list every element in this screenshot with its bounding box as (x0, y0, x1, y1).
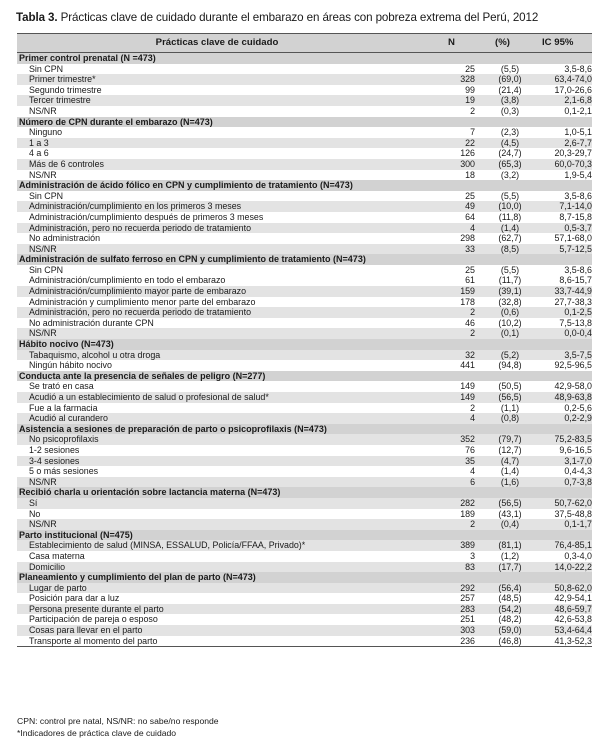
row-percent: (32,8) (498, 296, 522, 307)
row-n: 18 (465, 169, 475, 180)
row-label: Transporte al momento del parto (29, 635, 158, 646)
row-n: 236 (460, 635, 475, 646)
table-row (17, 360, 592, 371)
row-n: 126 (460, 148, 475, 159)
row-percent: (1,1) (500, 402, 520, 413)
row-percent: (56,4) (498, 582, 522, 593)
row-n: 257 (460, 593, 475, 604)
row-ci: 0,2-5,6 (564, 402, 592, 413)
row-ci: 3,5-8,6 (564, 63, 592, 74)
row-n: 292 (460, 582, 475, 593)
row-n: 49 (465, 201, 475, 212)
row-percent: (54,2) (498, 603, 522, 614)
row-percent: (50,5) (498, 381, 522, 392)
row-percent: (0,6) (500, 307, 520, 318)
row-n: 61 (465, 275, 475, 286)
row-percent: (56,5) (498, 392, 522, 402)
row-n: 99 (465, 84, 475, 95)
row-ci: 5,7-12,5 (559, 243, 592, 254)
table-row (17, 519, 592, 530)
table-row (17, 540, 592, 551)
row-ci: 48,6-59,7 (554, 603, 592, 614)
row-percent: (2,3) (500, 127, 520, 138)
row-ci: 41,3-52,3 (554, 635, 592, 646)
row-ci: 0,1-1,7 (564, 519, 592, 530)
row-n: 149 (460, 381, 475, 392)
table-bottom-rule (17, 646, 592, 647)
row-percent: (5,5) (500, 190, 520, 201)
table-row (17, 328, 592, 339)
row-ci: 60,0-70,3 (554, 158, 592, 169)
row-n: 2 (470, 402, 475, 413)
row-n: 7 (470, 127, 475, 138)
table-title-text: Prácticas clave de cuidado durante el embarazo en áreas con pobreza extrema del Perú, 2012 (57, 11, 539, 24)
table-row (17, 286, 592, 297)
row-n: 32 (465, 349, 475, 360)
row-label: Primer trimestre* (29, 74, 96, 85)
section-label: Parto institucional (N=475) (19, 529, 133, 540)
row-label: Tabaquismo, alcohol u otra droga (29, 349, 161, 360)
row-percent: (3,2) (500, 169, 520, 180)
table-header (17, 33, 592, 53)
row-label: NS/NR (29, 169, 57, 180)
row-n: 25 (465, 190, 475, 201)
row-label: Persona presente durante el parto (29, 603, 164, 614)
table-row (17, 392, 592, 403)
row-label: Tercer trimestre (29, 95, 91, 106)
row-percent: (10,0) (498, 201, 522, 212)
row-ci: 53,4-64,4 (554, 625, 592, 636)
section-row (17, 371, 592, 382)
row-label: Sin CPN (29, 264, 64, 275)
row-n: 159 (460, 286, 475, 297)
row-ci: 0,2-2,9 (564, 413, 592, 424)
row-percent: (43,1) (498, 508, 522, 519)
table-title (16, 11, 538, 24)
table-row (17, 413, 592, 424)
row-ci: 0,7-3,8 (564, 476, 592, 487)
row-percent: (10,2) (498, 317, 522, 328)
row-label: Domicilio (29, 561, 65, 572)
row-percent: (0,3) (500, 105, 520, 116)
row-label: Lugar de parto (29, 582, 87, 593)
row-ci: 8,6-15,7 (559, 275, 592, 286)
row-n: 25 (465, 264, 475, 275)
row-n: 300 (460, 158, 475, 169)
table-row (17, 477, 592, 488)
row-percent: (81,1) (498, 540, 522, 551)
table-row (17, 456, 592, 467)
row-ci: 63,4-74,0 (554, 74, 592, 85)
table-row (17, 138, 592, 149)
row-percent: (1,2) (500, 550, 520, 561)
row-label: No administración (29, 233, 101, 244)
section-row (17, 530, 592, 541)
row-label: Administración/cumplimiento mayor parte de embarazo (29, 286, 247, 297)
section-label: Número de CPN durante el embarazo (N=473) (19, 116, 213, 127)
row-percent: (69,0) (498, 74, 522, 85)
table-row (17, 212, 592, 223)
row-percent: (56,5) (498, 497, 522, 508)
row-n: 2 (470, 105, 475, 116)
row-label: 5 o más sesiones (29, 466, 99, 477)
row-label: NS/NR (29, 105, 57, 116)
table-row (17, 466, 592, 477)
row-percent: (46,8) (498, 635, 522, 646)
row-ci: 2,6-7,7 (564, 137, 592, 148)
row-label: NS/NR (29, 328, 57, 339)
section-label: Administración de ácido fólico en CPN y cumplimiento de tratamiento (N=473) (19, 180, 353, 191)
row-percent: (21,4) (498, 84, 522, 95)
row-n: 19 (465, 95, 475, 106)
row-n: 352 (460, 434, 475, 445)
row-percent: (65,3) (498, 158, 522, 169)
table-row (17, 498, 592, 509)
table-row (17, 297, 592, 308)
row-label: Administración, pero no recuerda periodo de tratamiento (29, 222, 252, 233)
header-practice: Prácticas clave de cuidado (155, 37, 279, 48)
row-label: NS/NR (29, 476, 57, 487)
row-label: NS/NR (29, 519, 57, 530)
row-percent: (0,1) (500, 328, 520, 339)
row-percent: (48,2) (498, 614, 522, 625)
row-ci: 14,0-22,2 (554, 561, 592, 572)
row-ci: 3,5-8,6 (564, 190, 592, 201)
row-label: 1-2 sesiones (29, 444, 80, 455)
table-row (17, 583, 592, 594)
row-percent: (3,8) (500, 95, 520, 106)
row-n: 303 (460, 625, 475, 636)
row-ci: 75,2-83,5 (554, 434, 592, 445)
section-row (17, 487, 592, 498)
section-row (17, 180, 592, 191)
row-n: 282 (460, 497, 475, 508)
row-ci: 42,9-58,0 (554, 381, 592, 392)
row-n: 25 (465, 63, 475, 74)
row-percent: (12,7) (498, 444, 522, 455)
table-row (17, 445, 592, 456)
row-ci: 17,0-26,6 (554, 84, 592, 95)
section-label: Recibió charla u orientación sobre lactancia materna (N=473) (19, 487, 281, 498)
table-row (17, 223, 592, 234)
table-row (17, 551, 592, 562)
table-row (17, 233, 592, 244)
section-label: Hábito nocivo (N=473) (19, 339, 114, 350)
row-ci: 1,9-5,4 (564, 169, 592, 180)
row-label: Casa materna (29, 550, 85, 561)
row-n: 2 (470, 307, 475, 318)
row-label: Sin CPN (29, 63, 64, 74)
row-label: Posición para dar a luz (29, 593, 120, 604)
row-percent: (79,7) (498, 434, 522, 445)
table-row (17, 148, 592, 159)
row-percent: (5,5) (500, 63, 520, 74)
table-row (17, 265, 592, 276)
row-n: 328 (460, 74, 475, 85)
section-label: Administración de sulfato ferroso en CPN y cumplimiento de tratamiento (N=473) (19, 254, 366, 265)
row-n: 2 (470, 519, 475, 530)
row-ci: 1,0-5,1 (564, 127, 592, 138)
table-body (17, 53, 592, 646)
table-title-label: Tabla 3. (16, 11, 58, 24)
row-ci: 57,1-68,0 (554, 233, 592, 244)
table-row (17, 201, 592, 212)
row-label: 3-4 sesiones (29, 455, 80, 466)
table-row (17, 307, 592, 318)
practices-table (17, 33, 592, 647)
table-row (17, 381, 592, 392)
row-ci: 3,1-7,0 (564, 455, 592, 466)
table-row (17, 434, 592, 445)
row-label: Sí (29, 497, 38, 508)
row-ci: 50,7-62,0 (554, 497, 592, 508)
table-row (17, 614, 592, 625)
table-row (17, 318, 592, 329)
row-ci: 0,1-2,5 (564, 307, 592, 318)
row-label: Se trató en casa (29, 381, 94, 392)
header-ci: IC 95% (542, 37, 574, 48)
row-ci: 0,5-3,7 (564, 222, 592, 233)
row-label: Ninguno (29, 127, 63, 138)
row-ci: 3,5-8,6 (564, 264, 592, 275)
table-row (17, 593, 592, 604)
row-percent: (8,5) (500, 243, 520, 254)
row-ci: 0,0-0,4 (564, 328, 592, 339)
row-n: 298 (460, 233, 475, 244)
row-n: 83 (465, 561, 475, 572)
section-row (17, 339, 592, 350)
row-percent: (11,8) (498, 211, 522, 222)
row-ci: 37,5-48,8 (554, 508, 592, 519)
row-ci: 7,5-13,8 (559, 317, 592, 328)
row-percent: (59,0) (498, 625, 522, 636)
table-row (17, 106, 592, 117)
table-row (17, 636, 592, 647)
row-label: Ningún hábito nocivo (29, 360, 112, 371)
row-n: 441 (460, 360, 475, 371)
row-n: 64 (465, 211, 475, 222)
row-label: Establecimiento de salud (MINSA, ESSALUD, Policía/FFAA, Privado)* (29, 540, 306, 551)
table-row (17, 191, 592, 202)
table-row (17, 74, 592, 85)
row-label: 1 a 3 (29, 137, 49, 148)
footnote-abbreviations: CPN: control pre natal, NS/NR: no sabe/no responde (17, 716, 219, 726)
table-row (17, 625, 592, 636)
section-row (17, 254, 592, 265)
section-row (17, 424, 592, 435)
table-row (17, 170, 592, 181)
row-label: 4 a 6 (29, 148, 49, 159)
row-label: Acudió al curandero (29, 413, 108, 424)
table-row (17, 244, 592, 255)
row-ci: 3,5-7,5 (564, 349, 592, 360)
row-label: Administración/cumplimiento después de primeros 3 meses (29, 211, 264, 222)
row-label: No administración durante CPN (29, 317, 154, 328)
table-row (17, 64, 592, 75)
footnote-indicator: *Indicadores de práctica clave de cuidado (17, 728, 177, 738)
row-n: 389 (460, 540, 475, 551)
row-n: 178 (460, 296, 475, 307)
table-row (17, 159, 592, 170)
row-ci: 0,1-2,1 (564, 105, 592, 116)
section-row (17, 572, 592, 583)
row-n: 251 (460, 614, 475, 625)
table-row (17, 562, 592, 573)
table-row (17, 127, 592, 138)
row-ci: 50,8-62,0 (554, 582, 592, 593)
row-ci: 0,4-4,3 (564, 466, 592, 477)
section-label: Asistencia a sesiones de preparación de parto o psicoprofilaxis (N=473) (19, 423, 327, 434)
row-label: No (29, 508, 41, 519)
row-ci: 92,5-96,5 (554, 360, 592, 371)
row-ci: 7,1-14,0 (559, 201, 592, 212)
row-label: Cosas para llevar en el parto (29, 625, 143, 636)
table-row (17, 85, 592, 96)
row-percent: (17,7) (498, 561, 522, 572)
row-n: 35 (465, 455, 475, 466)
row-label: Administración/cumplimiento en los primeros 3 meses (29, 201, 242, 212)
row-ci: 42,9-54,1 (554, 593, 592, 604)
row-ci: 0,3-4,0 (564, 550, 592, 561)
table-row (17, 95, 592, 106)
row-label: Administración, pero no recuerda periodo de tratamiento (29, 307, 252, 318)
row-label: Más de 6 controles (29, 158, 104, 169)
table-row (17, 403, 592, 414)
table-row (17, 275, 592, 286)
row-ci: 33,7-44,9 (554, 286, 592, 297)
row-percent: (94,8) (498, 360, 522, 371)
row-label: Sin CPN (29, 190, 64, 201)
row-percent: (62,7) (498, 233, 522, 244)
table-row (17, 604, 592, 615)
row-label: Segundo trimestre (29, 84, 102, 95)
table-row (17, 350, 592, 361)
section-label: Planeamiento y cumplimiento del plan de parto (N=473) (19, 572, 256, 583)
row-label: No psicoprofilaxis (29, 434, 99, 445)
row-percent: (1,6) (500, 476, 520, 487)
header-percent: (%) (495, 37, 510, 48)
row-percent: (4,7) (500, 455, 520, 466)
row-ci: 2,1-6,8 (564, 95, 592, 106)
row-n: 2 (470, 328, 475, 339)
row-percent: (0,4) (500, 519, 520, 530)
row-n: 6 (470, 476, 475, 487)
row-label: Administración/cumplimiento en todo el embarazo (29, 275, 226, 286)
row-percent: (48,5) (498, 593, 522, 604)
row-n: 76 (465, 444, 475, 455)
row-n: 189 (460, 508, 475, 519)
row-label: Fue a la farmacia (29, 402, 98, 413)
row-percent: (5,5) (500, 264, 520, 275)
section-row (17, 53, 592, 64)
row-n: 22 (465, 137, 475, 148)
row-ci: 8,7-15,8 (559, 211, 592, 222)
section-label: Conducta ante la presencia de señales de peligro (N=277) (19, 370, 266, 381)
row-percent: (24,7) (498, 148, 522, 159)
row-percent: (1,4) (500, 222, 520, 233)
row-ci: 20,3-29,7 (554, 148, 592, 159)
row-ci: 76,4-85,1 (554, 540, 592, 551)
row-percent: (0,8) (500, 413, 520, 424)
row-label: Acudió a un establecimiento de salud o profesional de salud* (29, 392, 269, 402)
row-percent: (5,2) (500, 349, 520, 360)
row-ci: 9,6-16,5 (559, 444, 592, 455)
row-n: 149 (460, 392, 475, 402)
section-label: Primer control prenatal (N =473) (19, 53, 156, 63)
row-label: Participación de pareja o esposo (29, 614, 158, 625)
row-n: 4 (470, 466, 475, 477)
row-ci: 48,9-63,8 (554, 392, 592, 402)
row-percent: (11,7) (498, 275, 522, 286)
section-row (17, 117, 592, 128)
row-percent: (39,1) (498, 286, 522, 297)
row-percent: (1,4) (500, 466, 520, 477)
row-n: 33 (465, 243, 475, 254)
row-n: 3 (470, 550, 475, 561)
row-label: Administración y cumplimiento menor parte del embarazo (29, 296, 256, 307)
row-ci: 27,7-38,3 (554, 296, 592, 307)
row-label: NS/NR (29, 243, 57, 254)
row-n: 283 (460, 603, 475, 614)
row-n: 46 (465, 317, 475, 328)
header-n: N (448, 37, 455, 48)
row-ci: 42,6-53,8 (554, 614, 592, 625)
row-n: 4 (470, 413, 475, 424)
row-percent: (4,5) (500, 137, 520, 148)
row-n: 4 (470, 222, 475, 233)
table-row (17, 509, 592, 520)
